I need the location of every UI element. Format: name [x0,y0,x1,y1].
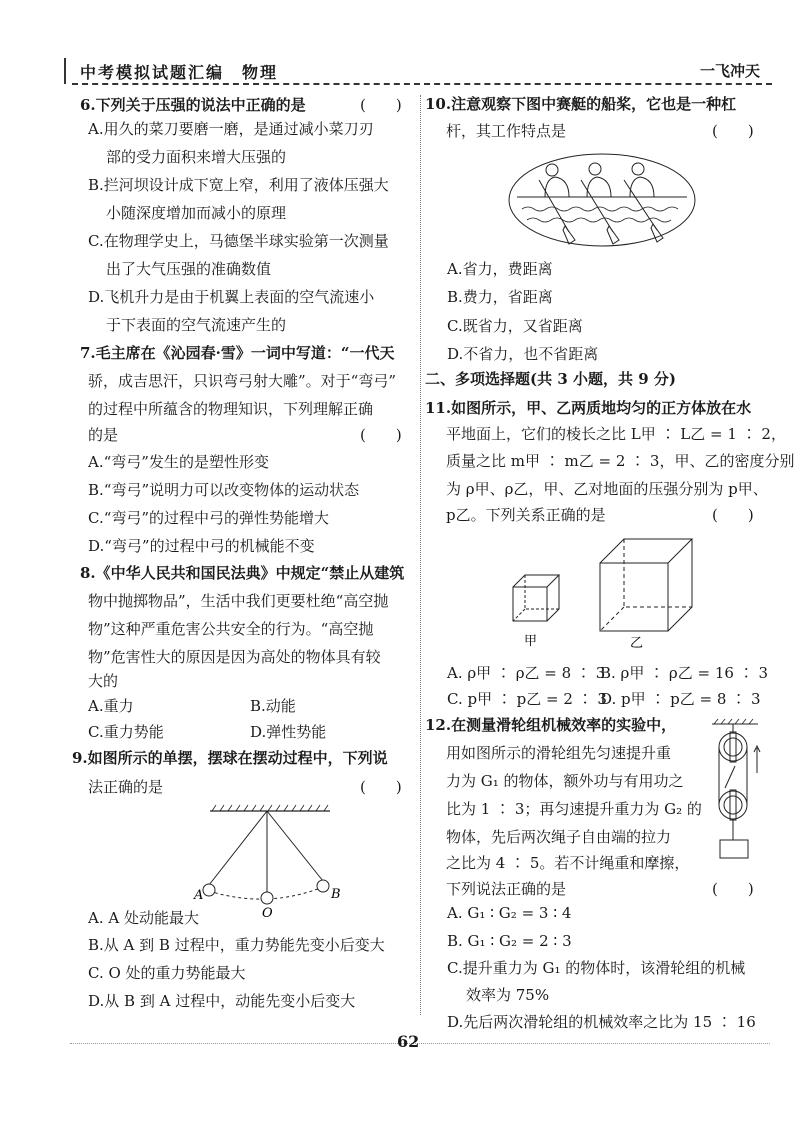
option-d: D.从 B 到 A 过程中，动能先变小后变大 [88,992,356,1010]
option-b-cont: 小随深度增加而减小的原理 [106,204,287,222]
option-d: D.先后两次滑轮组的机械效率之比为 15 ∶ 16 [447,1013,756,1031]
pendulum-ball-o [261,892,273,904]
option-a: A. G₁ ∶ G₂ = 3 ∶ 4 [447,904,572,922]
option-a: A.用久的菜刀要磨一磨，是通过减小菜刀刃 [88,120,374,138]
question-stem-cont: 用如图所示的滑轮组先匀速提升重 [446,744,672,762]
question-stem-cont: 物”危害性大的原因是因为高处的物体具有较 [88,648,381,666]
option-d: D. p甲 ∶ p乙 = 8 ∶ 3 [600,690,761,708]
cubes-figure [510,535,710,655]
option-d: D.弹性势能 [250,723,327,741]
question-stem: 11.如图所示，甲、乙两质地均匀的正方体放在水 [425,399,752,417]
question-stem-cont: 平地面上，它们的棱长之比 L甲 ∶ L乙 = 1 ∶ 2， [446,425,786,443]
question-stem-cont: 的过程中所蕴含的物理知识，下列理解正确 [88,400,374,418]
answer-bracket: ( ) [712,122,754,140]
question-stem-cont: 比为 1 ∶ 3；再匀速提升重力为 G₂ 的 [446,800,702,818]
answer-bracket: ( ) [712,506,754,524]
pendulum-ball-b [317,880,329,892]
question-stem: 6.下列关于压强的说法中正确的是 [80,96,306,114]
option-a: A. A 处动能最大 [88,909,199,927]
question-stem-cont: 之比为 4 ∶ 5。若不计绳重和摩擦， [446,854,690,872]
option-c: C.在物理学史上，马德堡半球实验第一次测量 [88,232,389,250]
question-stem: 9.如图所示的单摆，摆球在摆动过程中，下列说 [72,749,388,767]
option-c-cont: 出了大气压强的准确数值 [106,260,272,278]
label-a: A [194,888,204,903]
question-stem-cont: 物体，先后两次绳子自由端的拉力 [446,828,672,846]
option-c-cont: 效率为 75% [466,986,550,1004]
answer-bracket: ( ) [360,778,402,796]
option-d: D.不省力，也不省距离 [447,345,599,363]
label-jia: 甲 [524,634,538,649]
book-title: 中考模拟试题汇编 物理 [80,63,279,82]
brand-logo: 一飞冲天 [699,62,760,80]
question-stem-cont: 物中抛掷物品”，生活中我们更要杜绝“高空抛 [88,592,389,610]
header-divider [72,83,772,85]
option-a: A. ρ甲 ∶ ρ乙 = 8 ∶ 3 [447,664,606,682]
option-b: B.从 A 到 B 过程中，重力势能先变小后变大 [88,936,385,954]
pendulum-figure [194,805,341,921]
footer-divider [70,1043,770,1044]
option-a: A.“弯弓”发生的是塑性形变 [88,453,269,471]
question-stem-cont: 下列说法正确的是 [446,880,567,898]
option-d: D.飞机升力是由于机翼上表面的空气流速小 [88,288,375,306]
option-a-cont: 部的受力面积来增大压强的 [106,148,287,166]
option-c: C.重力势能 [88,723,164,741]
section-heading: 二、多项选择题(共 3 小题，共 9 分) [425,370,676,388]
option-a: A.省力，费距离 [447,260,553,278]
option-b: B. G₁ ∶ G₂ = 2 ∶ 3 [447,932,572,950]
label-yi: 乙 [630,636,644,651]
question-stem-cont: 骄，成吉思汗，只识弯弓射大雕”。对于“弯弓” [88,372,397,390]
rowing-boat-figure [507,152,697,248]
question-stem: 7.毛主席在《沁园春·雪》一词中写道：“一代天 [80,344,395,362]
pendulum-ball-a [203,884,215,896]
cube-yi [600,539,692,631]
question-stem-cont: 大的 [88,672,119,690]
cube-jia [513,575,559,621]
option-c: C. p甲 ∶ p乙 = 2 ∶ 3 [447,690,607,708]
answer-bracket: ( ) [360,426,402,444]
option-d: D.“弯弓”的过程中弓的机械能不变 [88,537,315,555]
option-b: B.拦河坝设计成下宽上窄，利用了液体压强大 [88,176,389,194]
question-stem: 8.《中华人民共和国民法典》中规定“禁止从建筑 [80,564,405,582]
option-b: B.动能 [250,697,296,715]
option-d-cont: 于下表面的空气流速产生的 [106,316,287,334]
option-a: A.重力 [88,697,134,715]
question-stem: 10.注意观察下图中赛艇的船桨，它也是一种杠 [425,95,737,113]
question-stem: 12.在测量滑轮组机械效率的实验中， [425,716,677,734]
option-b: B. ρ甲 ∶ ρ乙 = 16 ∶ 3 [600,664,769,682]
page-number: 62 [397,1032,420,1051]
answer-bracket: ( ) [360,96,402,114]
option-c: C.“弯弓”的过程中弓的弹性势能增大 [88,509,330,527]
question-stem-cont: 物”这种严重危害公共安全的行为。“高空抛 [88,620,374,638]
question-stem-cont: 力为 G₁ 的物体，额外功与有用功之 [446,772,684,790]
question-stem-cont: 的是 [88,426,119,444]
question-stem-cont: 法正确的是 [88,778,164,796]
option-c: C.提升重力为 G₁ 的物体时，该滑轮组的机械 [447,959,746,977]
label-o: O [262,906,273,921]
question-stem-cont: 质量之比 m甲 ∶ m乙 = 2 ∶ 3，甲、乙的密度分别 [446,452,795,470]
answer-bracket: ( ) [712,880,754,898]
question-stem-cont: 杆，其工作特点是 [446,122,567,140]
label-b: B [331,887,341,902]
option-b: B.费力，省距离 [447,288,553,306]
option-c: C. O 处的重力势能最大 [88,964,246,982]
question-stem-cont: p乙。下列关系正确的是 [446,506,606,524]
pulley-figure [710,718,770,868]
column-divider [420,95,421,1015]
option-b: B.“弯弓”说明力可以改变物体的运动状态 [88,481,360,499]
question-stem-cont: 为 ρ甲、ρ乙，甲、乙对地面的压强分别为 p甲、 [446,480,768,498]
option-c: C.既省力，又省距离 [447,317,583,335]
